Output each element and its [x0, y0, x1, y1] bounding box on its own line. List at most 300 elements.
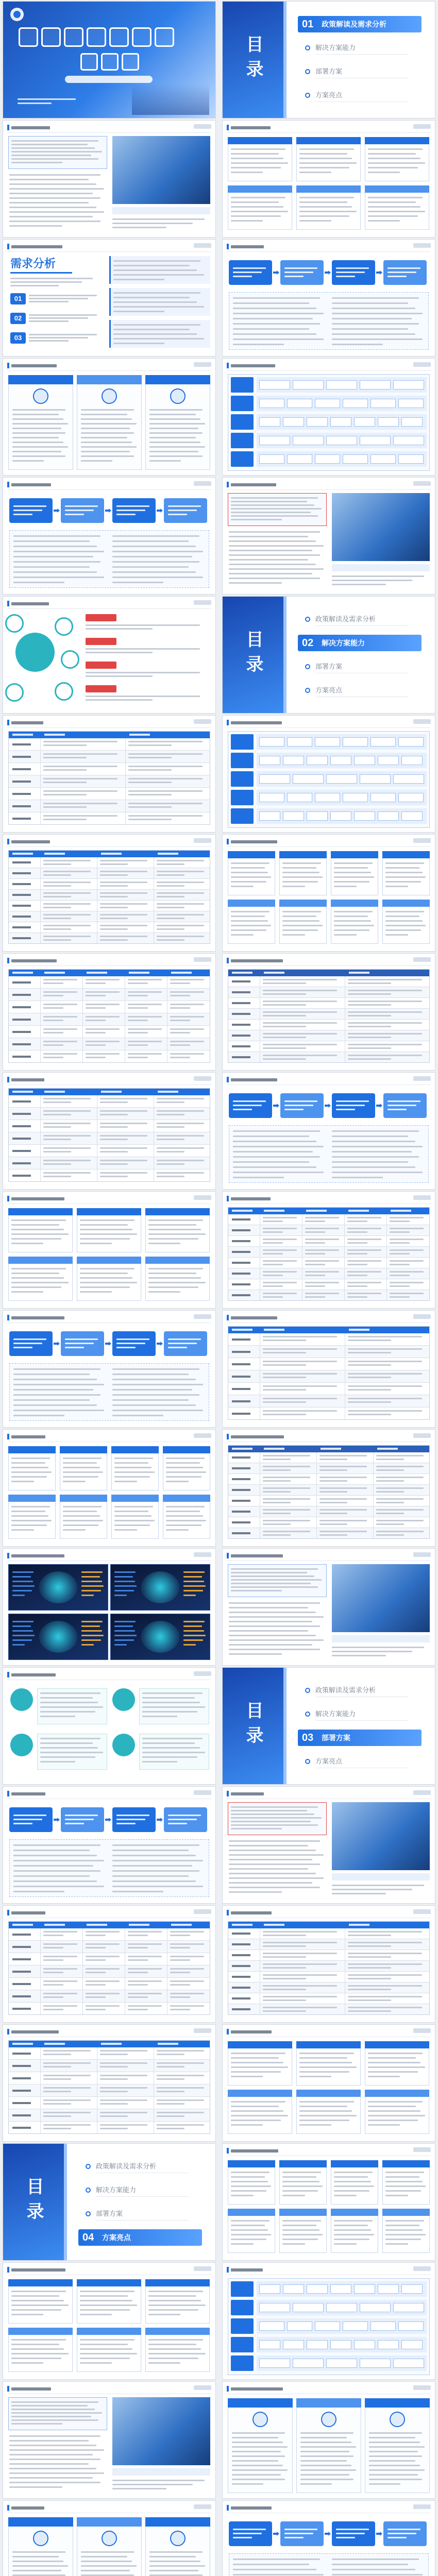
slide-thumbnail[interactable] — [3, 359, 215, 475]
slide-thumbnail[interactable] — [223, 835, 435, 951]
title-glyph — [87, 27, 106, 47]
text-line — [13, 551, 104, 552]
text-line — [233, 308, 316, 309]
diagram-card-header — [296, 2090, 361, 2097]
text-line — [12, 2565, 68, 2567]
slide-logo — [413, 1076, 431, 1081]
text-line — [233, 272, 262, 273]
text-line — [282, 886, 305, 887]
slide-thumbnail[interactable] — [223, 716, 435, 832]
toc-item-label: 方案亮点 — [315, 1757, 343, 1765]
text-line — [368, 2076, 400, 2077]
text-line — [81, 451, 130, 452]
text-line — [233, 1151, 313, 1153]
text-line — [80, 2358, 130, 2359]
slide-title-marker — [7, 125, 9, 130]
card-icon — [170, 2531, 186, 2546]
text-line — [9, 2435, 100, 2437]
text-line — [11, 2358, 61, 2359]
text-line — [233, 1141, 316, 1142]
slide-logo — [413, 2028, 431, 2033]
text-line — [368, 2057, 416, 2059]
text-line — [299, 2057, 347, 2059]
slide-thumbnail[interactable] — [3, 1668, 215, 1784]
slide-divider — [7, 1084, 211, 1085]
toc-item-label: 解决方案能力 — [96, 2186, 137, 2194]
slide-title-marker — [227, 2267, 229, 2273]
text-line — [369, 2442, 420, 2443]
text-line — [231, 2101, 285, 2103]
slide-thumbnail[interactable] — [223, 954, 435, 1070]
text-line — [148, 2314, 180, 2315]
flow-arrow-icon — [157, 1342, 163, 1346]
text-line — [13, 1389, 93, 1391]
slide-thumbnail[interactable] — [3, 1430, 215, 1546]
text-line — [116, 1819, 145, 1820]
text-line — [368, 2071, 418, 2073]
text-line — [332, 1151, 412, 1153]
layer-module — [259, 2284, 280, 2294]
slide-title — [231, 2149, 278, 2153]
needs-step-number: 01 — [10, 293, 26, 304]
text-line — [231, 1817, 322, 1819]
table-frame — [8, 850, 210, 944]
text-line — [332, 323, 419, 325]
slide-thumbnail[interactable] — [223, 1311, 435, 1427]
slide-logo — [194, 1790, 211, 1795]
text-line — [65, 510, 94, 511]
text-line — [9, 197, 100, 199]
layer-label — [231, 2281, 254, 2297]
text-line — [113, 306, 204, 308]
text-line — [168, 514, 187, 515]
toc-item-rule — [96, 2220, 189, 2221]
text-line — [300, 2451, 349, 2452]
slide-thumbnail[interactable] — [3, 1906, 215, 2022]
slide-title-marker — [7, 1434, 9, 1439]
text-line — [148, 2348, 201, 2350]
slide-logo — [194, 1909, 211, 1914]
slide-thumbnail[interactable] — [223, 597, 435, 713]
text-line — [231, 2066, 288, 2068]
diagram-card-header — [8, 2328, 73, 2335]
text-line — [13, 556, 93, 557]
slide-thumbnail[interactable] — [223, 121, 435, 237]
text-line — [81, 455, 134, 457]
text-line — [149, 437, 196, 438]
text-line — [80, 2362, 112, 2364]
text-line — [385, 2195, 408, 2196]
text-line — [11, 144, 88, 145]
needs-heading: 需求分析 — [10, 257, 56, 270]
text-line — [334, 2243, 357, 2245]
text-line — [11, 2412, 102, 2414]
slide-thumbnail[interactable] — [223, 1906, 435, 2022]
slide-thumbnail[interactable] — [3, 716, 215, 832]
slide-divider — [7, 132, 211, 133]
text-line — [231, 2181, 268, 2182]
slide-thumbnail[interactable] — [3, 2144, 215, 2260]
text-line — [11, 1268, 66, 1269]
slide-thumbnail[interactable] — [223, 240, 435, 356]
text-line — [113, 324, 200, 326]
slide-thumbnail[interactable] — [3, 478, 215, 594]
info-card-header — [8, 2517, 73, 2527]
text-line — [369, 2479, 422, 2480]
text-line — [9, 221, 100, 222]
slide-thumbnail[interactable] — [3, 2, 215, 118]
slide-thumbnail[interactable] — [3, 597, 215, 713]
text-line — [112, 1410, 203, 1411]
text-line — [13, 1343, 42, 1344]
slide-logo — [413, 838, 431, 843]
text-line — [11, 147, 95, 149]
layer-module — [330, 417, 351, 427]
layer-module — [307, 756, 328, 765]
text-line — [114, 1644, 127, 1646]
text-line — [231, 1824, 318, 1826]
title-glyph — [64, 27, 83, 47]
diagram-card-header — [77, 1257, 141, 1264]
text-line — [183, 1644, 196, 1646]
slide-title — [11, 2268, 65, 2272]
text-line — [368, 211, 425, 212]
layer-module — [401, 811, 423, 821]
layer-module — [259, 774, 290, 784]
text-line — [12, 1590, 32, 1591]
slide-thumbnail[interactable] — [3, 1192, 215, 1308]
slide-logo — [413, 719, 431, 724]
slide-thumbnail[interactable] — [223, 359, 435, 475]
layer-module — [315, 793, 340, 802]
slide-logo — [413, 1195, 431, 1200]
toc-item-label: 方案亮点 — [315, 686, 343, 694]
photo-caption — [112, 2468, 210, 2476]
diagram-card-header — [228, 900, 275, 907]
text-line — [385, 929, 421, 931]
text-line — [29, 314, 97, 316]
slide-title-marker — [7, 482, 9, 487]
toc-item-number: 01 — [302, 19, 314, 30]
table-frame — [228, 969, 430, 1063]
slide-thumbnail[interactable] — [3, 1549, 215, 1665]
slide-thumbnail[interactable] — [223, 2382, 435, 2498]
slide-thumbnail[interactable] — [3, 240, 215, 356]
slide-thumbnail[interactable] — [223, 1549, 435, 1665]
slide-thumbnail[interactable] — [3, 2382, 215, 2498]
slide-thumbnail[interactable] — [223, 2263, 435, 2379]
text-line — [81, 2556, 127, 2557]
slide-thumbnail[interactable] — [3, 121, 215, 237]
toc-heading: 目录 — [243, 630, 263, 680]
step-circle — [112, 1734, 135, 1756]
text-line — [332, 1146, 423, 1147]
text-line — [336, 276, 355, 277]
diagram-card-header — [365, 2041, 429, 2048]
toc-item-label: 政策解读及需求分析 — [322, 20, 386, 28]
text-line — [166, 1506, 205, 1507]
slide-divider — [7, 608, 211, 609]
text-line — [334, 2176, 368, 2178]
text-line — [368, 167, 418, 168]
text-line — [11, 162, 62, 163]
text-line — [18, 103, 52, 104]
text-line — [116, 1823, 136, 1824]
text-line — [113, 338, 204, 340]
text-line — [40, 1761, 75, 1762]
layer-module — [370, 454, 396, 464]
text-line — [336, 2529, 369, 2530]
text-line — [299, 2071, 349, 2073]
text-line — [284, 1100, 317, 1102]
text-line — [13, 582, 64, 583]
layer-module — [259, 436, 290, 445]
slide-title — [11, 840, 50, 843]
slide-thumbnail[interactable] — [223, 1073, 435, 1189]
text-line — [388, 1105, 416, 1106]
text-line — [13, 1394, 100, 1396]
text-line — [369, 2437, 415, 2438]
text-line — [368, 153, 416, 155]
layer-module — [287, 454, 312, 464]
slide-thumbnail[interactable] — [223, 1192, 435, 1308]
slide-title — [231, 2506, 272, 2510]
text-line — [113, 297, 190, 298]
info-card-header — [8, 375, 73, 384]
text-line — [148, 1219, 203, 1221]
text-line — [9, 225, 62, 227]
text-line — [11, 151, 102, 152]
text-line — [385, 2220, 424, 2222]
text-line — [40, 1697, 93, 1699]
text-line — [112, 2484, 193, 2485]
text-line — [11, 1524, 47, 1526]
text-line — [86, 696, 200, 697]
text-line — [183, 1630, 204, 1632]
toc-item-rule — [315, 1720, 408, 1721]
text-line — [332, 1166, 415, 1168]
text-line — [149, 460, 181, 462]
text-line — [86, 648, 200, 650]
text-line — [233, 276, 252, 277]
text-line — [231, 2062, 283, 2063]
text-line — [148, 2295, 196, 2297]
slide-thumbnail[interactable] — [223, 2501, 435, 2576]
text-line — [80, 2295, 128, 2297]
text-line — [334, 916, 368, 917]
slide-thumbnail[interactable] — [223, 1787, 435, 1903]
text-line — [63, 1458, 102, 1459]
slide-thumbnail[interactable] — [223, 1430, 435, 1546]
text-line — [11, 2295, 59, 2297]
text-line — [334, 2181, 371, 2182]
text-line — [231, 1821, 311, 1822]
text-line — [113, 279, 164, 280]
slide-title-marker — [7, 1077, 9, 1082]
text-line — [112, 1855, 196, 1856]
text-line — [65, 505, 98, 507]
text-line — [81, 460, 112, 462]
text-line — [112, 1860, 203, 1861]
text-line — [231, 2225, 265, 2226]
toc-heading: 目录 — [243, 1701, 263, 1751]
slide-thumbnail[interactable] — [223, 478, 435, 594]
text-line — [334, 2172, 373, 2173]
diagram-card-header — [163, 1495, 210, 1502]
layer-module — [259, 2340, 280, 2349]
text-line — [81, 409, 134, 411]
slide-thumbnail[interactable] — [3, 1311, 215, 1427]
text-line — [334, 929, 369, 931]
text-line — [284, 1109, 304, 1110]
text-line — [332, 1647, 424, 1648]
text-line — [63, 1529, 86, 1531]
text-line — [80, 2304, 137, 2306]
text-line — [334, 872, 371, 873]
text-line — [9, 174, 100, 176]
toc-item-label: 部署方案 — [315, 67, 343, 75]
slide-divider — [7, 727, 211, 728]
toc-item-number: 03 — [302, 1732, 314, 1743]
text-line — [149, 446, 205, 448]
text-line — [231, 211, 288, 212]
toc-bullet-icon — [86, 2211, 91, 2216]
table-frame — [228, 1326, 430, 1420]
text-line — [113, 301, 197, 303]
text-line — [229, 1891, 282, 1893]
text-line — [11, 1219, 66, 1221]
text-line — [148, 1291, 180, 1293]
diagram-card-header — [145, 1257, 210, 1264]
text-line — [13, 1384, 104, 1385]
text-line — [148, 1277, 201, 1279]
toc-item-label: 政策解读及需求分析 — [315, 1686, 376, 1694]
text-line — [229, 1845, 308, 1846]
diagram-card-header — [8, 1208, 73, 1215]
layer-module — [259, 2321, 284, 2331]
text-line — [183, 1639, 203, 1641]
text-line — [231, 162, 288, 164]
diagram-card-header — [365, 137, 429, 144]
text-line — [334, 867, 368, 869]
text-line — [332, 1156, 419, 1158]
text-line — [299, 167, 349, 168]
text-line — [11, 2419, 98, 2421]
text-line — [81, 1590, 101, 1591]
title-glyph — [41, 27, 61, 47]
card-icon — [390, 2412, 405, 2427]
text-line — [231, 515, 318, 517]
slide-title — [231, 364, 275, 367]
text-line — [13, 510, 42, 511]
text-line — [114, 1625, 133, 1627]
step-circle — [10, 1734, 33, 1756]
text-line — [114, 1639, 134, 1641]
slide-title-marker — [7, 2386, 9, 2392]
text-line — [12, 432, 65, 434]
text-line — [114, 1511, 148, 1512]
slide-thumbnail[interactable] — [3, 2501, 215, 2576]
text-line — [232, 2460, 278, 2462]
text-line — [166, 1458, 205, 1459]
slide-thumbnail[interactable] — [3, 2263, 215, 2379]
info-card-header — [365, 2398, 430, 2408]
text-line — [112, 1374, 189, 1375]
layer-module — [330, 811, 351, 821]
layer-module — [398, 737, 424, 747]
layer-module — [343, 454, 368, 464]
text-line — [385, 872, 423, 873]
text-line — [11, 1282, 69, 1283]
text-line — [229, 1887, 320, 1888]
text-line — [231, 1586, 318, 1588]
layer-label — [231, 2318, 254, 2334]
slide-thumbnail[interactable] — [223, 1668, 435, 1784]
text-line — [166, 1467, 203, 1468]
text-line — [299, 2101, 354, 2103]
text-line — [300, 2460, 347, 2462]
slide-title — [231, 1197, 271, 1200]
slide-thumbnail[interactable] — [223, 2, 435, 118]
text-line — [385, 862, 424, 864]
slide-divider — [7, 489, 211, 490]
text-line — [300, 2432, 353, 2434]
slide-thumbnail[interactable] — [3, 835, 215, 951]
text-line — [168, 510, 197, 511]
slide-thumbnail[interactable] — [3, 1787, 215, 1903]
slide-logo — [194, 2504, 211, 2509]
text-line — [86, 675, 153, 677]
slide-thumbnail[interactable] — [223, 2025, 435, 2141]
item-tag — [86, 638, 116, 645]
text-line — [149, 418, 200, 420]
diagram-card-header — [8, 1257, 73, 1264]
text-line — [13, 1891, 64, 1892]
slide-thumbnail[interactable] — [3, 1073, 215, 1189]
text-line — [13, 561, 100, 563]
toc-bullet-icon — [305, 664, 310, 669]
diagram-card-header — [331, 2209, 378, 2216]
layer-module — [293, 2303, 324, 2312]
text-line — [114, 1590, 134, 1591]
layer-module — [307, 2340, 328, 2349]
text-line — [12, 446, 68, 448]
text-line — [13, 1368, 100, 1370]
slide-thumbnail[interactable] — [3, 954, 215, 1070]
text-line — [12, 1581, 33, 1582]
slide-logo — [194, 1552, 211, 1557]
text-line — [29, 337, 88, 338]
text-line — [183, 1595, 196, 1596]
slide-thumbnail[interactable] — [3, 2025, 215, 2141]
text-line — [334, 2190, 369, 2192]
diagram-card-header — [365, 2090, 429, 2097]
text-line — [112, 1891, 163, 1892]
text-line — [11, 1529, 34, 1531]
text-line — [385, 2176, 419, 2178]
text-line — [231, 2239, 266, 2240]
text-line — [112, 1844, 199, 1846]
diagram-card-header — [382, 2209, 430, 2216]
text-line — [166, 1515, 203, 1517]
diagram-card-header — [77, 2279, 141, 2286]
layer-module — [315, 399, 340, 408]
text-line — [368, 220, 400, 222]
text-line — [332, 1141, 415, 1142]
text-line — [233, 2569, 316, 2570]
text-line — [229, 1868, 308, 1870]
slide-thumbnail[interactable] — [223, 2144, 435, 2260]
